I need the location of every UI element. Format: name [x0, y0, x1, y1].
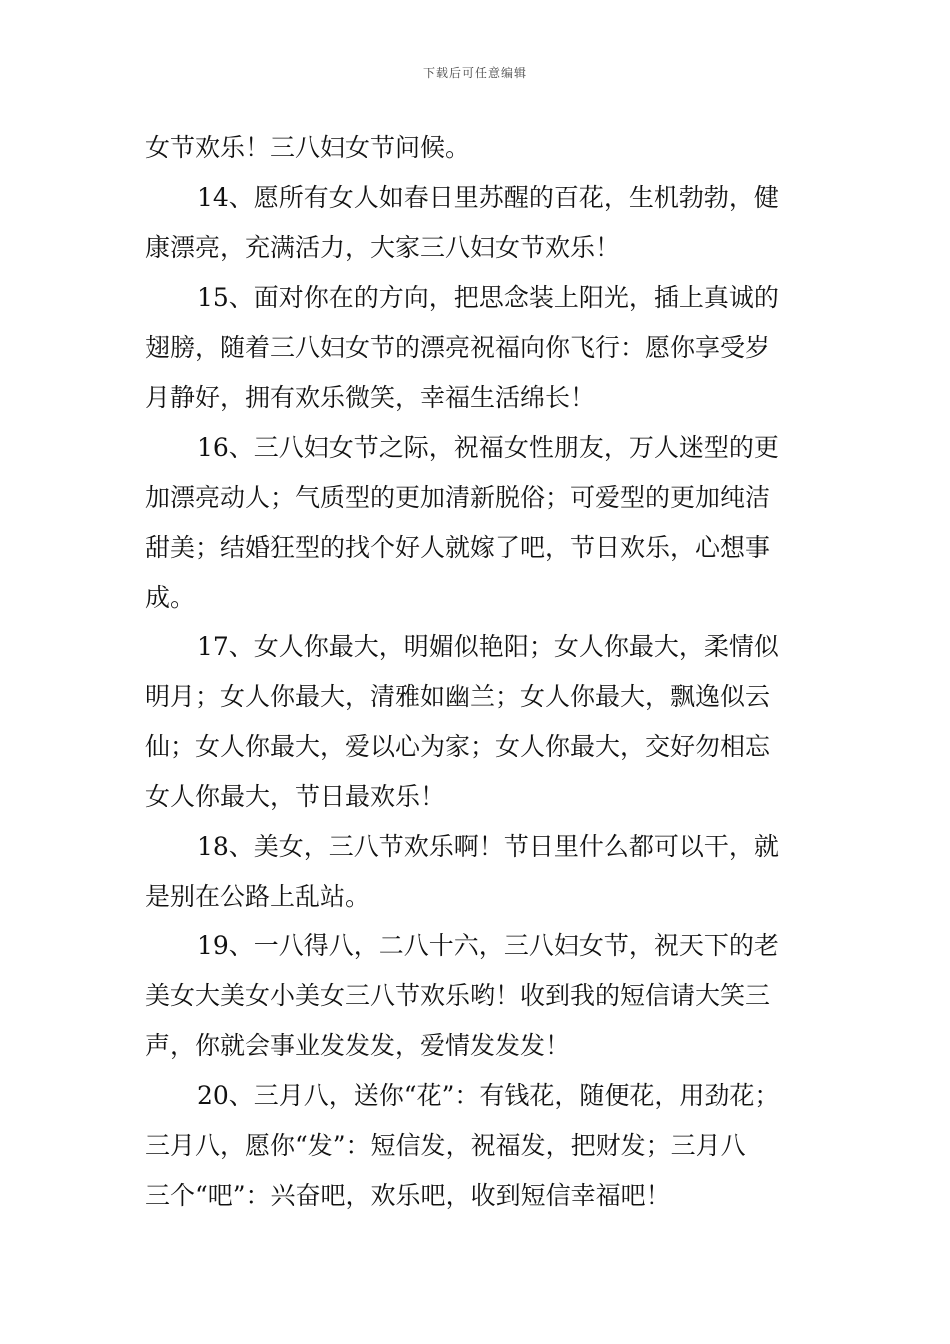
text-line: 加漂亮动人；气质型的更加清新脱俗；可爱型的更加纯洁 — [145, 483, 771, 512]
page-header: 下载后可任意编辑 — [422, 66, 527, 80]
text-line: 是别在公路上乱站。 — [145, 882, 371, 911]
text-line: 明月；女人你最大，清雅如幽兰；女人你最大，飘逸似云 — [145, 682, 771, 711]
text-line: 甜美；结婚狂型的找个好人就嫁了吧，节日欢乐，心想事 — [145, 533, 771, 562]
text-line: 三个“吧”：兴奋吧，欢乐吧，收到短信幸福吧！ — [145, 1181, 671, 1210]
text-line: 声，你就会事业发发发，爱情发发发！ — [145, 1031, 571, 1060]
text-line: 成。 — [145, 583, 196, 612]
text-line: 女节欢乐！三八妇女节问候。 — [145, 133, 471, 162]
paragraph-first-line: 18、美女，三八节欢乐啊！节日里什么都可以干，就 — [197, 832, 779, 861]
text-line: 月静好，拥有欢乐微笑，幸福生活绵长！ — [145, 383, 596, 412]
text-line: 仙；女人你最大，爱以心为家；女人你最大，交好勿相忘 — [145, 732, 771, 761]
paragraph-first-line: 14、愿所有女人如春日里苏醒的百花，生机勃勃，健 — [197, 183, 779, 212]
text-line: 美女大美女小美女三八节欢乐哟！收到我的短信请大笑三 — [145, 981, 771, 1010]
text-line: 女人你最大，节日最欢乐！ — [145, 782, 446, 811]
text-line: 康漂亮，充满活力，大家三八妇女节欢乐！ — [145, 233, 621, 262]
paragraph-first-line: 19、一八得八，二八十六，三八妇女节，祝天下的老 — [197, 931, 779, 960]
paragraph-first-line: 17、女人你最大，明媚似艳阳；女人你最大，柔情似 — [197, 632, 779, 661]
paragraph-first-line: 16、三八妇女节之际，祝福女性朋友，万人迷型的更 — [197, 433, 779, 462]
paragraph-first-line: 20、三月八，送你“花”：有钱花，随便花，用劲花； — [197, 1081, 780, 1110]
text-line: 翅膀，随着三八妇女节的漂亮祝福向你飞行：愿你享受岁 — [145, 333, 771, 362]
text-line: 三月八，愿你“发”：短信发，祝福发，把财发；三月八 — [145, 1131, 746, 1160]
paragraph-first-line: 15、面对你在的方向，把思念装上阳光，插上真诚的 — [197, 283, 779, 312]
